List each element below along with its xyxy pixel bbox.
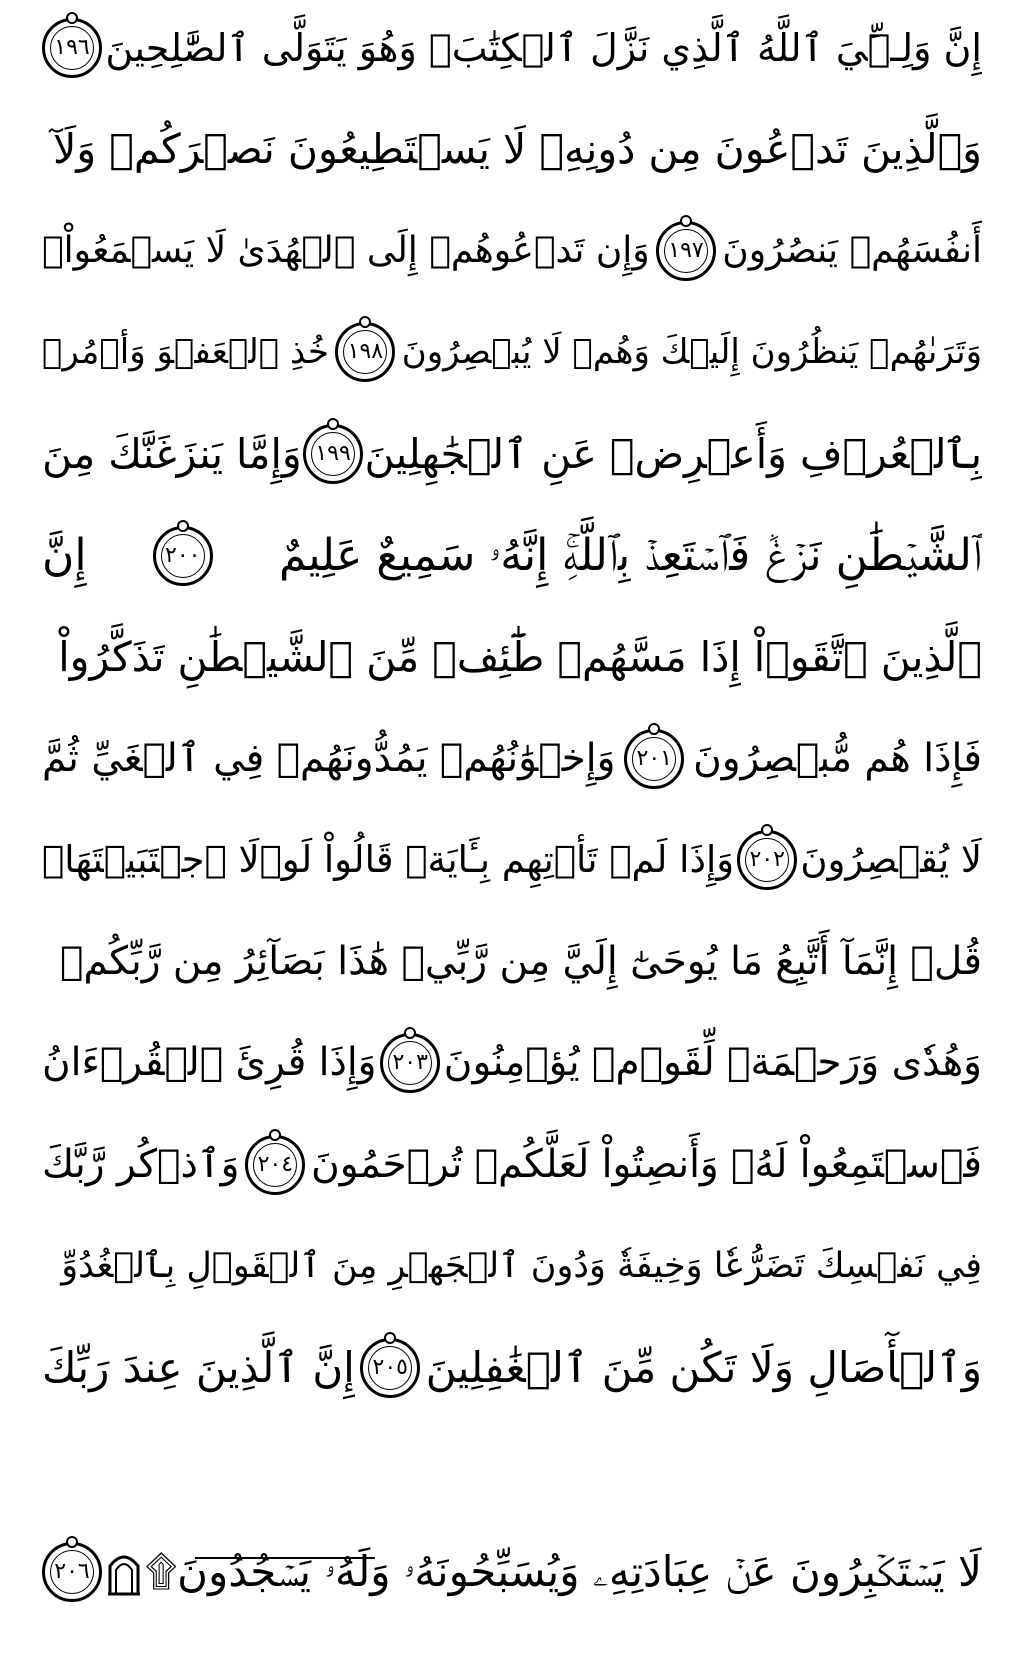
line-text: وَإِخۡوَٰنُهُمۡ يَمُدُّونَهُمۡ فِي ٱلۡغَيِّ ثُمَّ — [42, 736, 616, 781]
ayah-marker-201 — [624, 729, 684, 789]
verse-line-5 — [42, 406, 982, 502]
line-text: أَنفُسَهُمۡ يَنصُرُونَ — [722, 230, 982, 271]
verse-line-1 — [42, 0, 982, 96]
verse-line-9 — [42, 812, 982, 908]
line-text: ٱلشَّيۡطَٰنِ نَزۡغٞ فَٱسۡتَعِذۡ بِٱللَّهِۚ إِنَّهُۥ سَمِيعٌ عَلِيمٌ — [278, 530, 982, 581]
verse-line-3 — [42, 203, 982, 299]
ayah-marker-205 — [360, 1338, 420, 1398]
ayah-marker-199 — [303, 424, 363, 484]
verse-line-10 — [42, 914, 982, 1010]
line-text: بِٱلۡعُرۡفِ وَأَعۡرِضۡ عَنِ ٱلۡجَٰهِلِينَ — [364, 430, 982, 478]
ayah-marker-206 — [42, 1542, 102, 1602]
ayah-number: ٢٠٣ — [392, 1050, 428, 1075]
line-text: لَا يَسۡتَكۡبِرُونَ عَنۡ عِبَادَتِهِۦ وَيُسَبِّحُونَهُۥ وَلَهُۥ يَسۡجُدُونَ۩ — [145, 1547, 982, 1596]
verse-line-15 — [42, 1524, 982, 1620]
ayah-number: ٢٠١ — [636, 746, 672, 771]
ayah-number: ١٩٨ — [347, 339, 384, 364]
line-text: لَا يُقۡصِرُونَ — [800, 838, 982, 881]
ayah-marker-204 — [245, 1135, 305, 1195]
verse-line-14 — [42, 1320, 982, 1416]
ayah-marker-198 — [335, 322, 395, 382]
ayah-marker-203 — [380, 1033, 440, 1093]
line-text: فَإِذَا هُم مُّبۡصِرُونَ — [693, 736, 982, 781]
ayah-number: ٢٠٦ — [54, 1559, 90, 1584]
line-text: خُذِ ٱلۡعَفۡوَ وَأۡمُرۡ — [42, 332, 329, 372]
line-text: فَٱسۡتَمِعُواْ لَهُۥ وَأَنصِتُواْ لَعَلَّكُمۡ تُرۡحَمُونَ — [311, 1142, 982, 1187]
ayah-number: ٢٠٠ — [165, 543, 201, 568]
line-text: ٱلَّذِينَ ٱتَّقَوۡاْ إِذَا مَسَّهُمۡ طَٰٓئِفٞ مِّنَ ٱلشَّيۡطَٰنِ تَذَكَّرُواْ — [58, 633, 982, 681]
line-text: وَتَرَىٰهُمۡ يَنظُرُونَ إِلَيۡكَ وَهُمۡ لَا يُبۡصِرُونَ — [401, 332, 982, 372]
line-text: إِنَّ وَلِـِّۧيَ ٱللَّهُ ٱلَّذِي نَزَّلَ ٱلۡكِتَٰبَۖ وَهُوَ يَتَوَلَّى ٱلصَّٰلِحِينَ — [105, 26, 982, 70]
line-text: إِنَّ — [42, 530, 87, 581]
verse-line-2 — [42, 101, 982, 197]
verse-line-4 — [42, 304, 982, 400]
line-text: وَهُدٗى وَرَحۡمَةٞ لِّقَوۡمٖ يُؤۡمِنُونَ — [443, 1040, 982, 1085]
ayah-number: ٢٠٢ — [749, 847, 785, 872]
line-text: وَإِذَا لَمۡ تَأۡتِهِم بِـَٔايَةٖ قَالُواْ لَوۡلَا ٱجۡتَبَيۡتَهَاۚ — [42, 838, 735, 881]
ayah-number: ٢٠٤ — [257, 1152, 294, 1177]
verse-line-8 — [42, 711, 982, 807]
ayah-marker-202 — [737, 830, 797, 890]
verse-line-11 — [42, 1015, 982, 1111]
line-text: وَإِذَا قُرِئَ ٱلۡقُرۡءَانُ — [42, 1040, 377, 1085]
ayah-marker-197 — [656, 221, 716, 281]
verse-line-6 — [42, 508, 982, 604]
line-text: وَٱلۡأٓصَالِ وَلَا تَكُن مِّنَ ٱلۡغَٰفِلِينَ — [425, 1343, 982, 1392]
verse-line-12 — [42, 1117, 982, 1213]
line-text: فِي نَفۡسِكَ تَضَرُّعٗا وَخِيفَةٗ وَدُونَ ٱلۡجَهۡرِ مِنَ ٱلۡقَوۡلِ بِٱلۡغُدُوِّ — [61, 1246, 982, 1286]
line-text: إِنَّ ٱلَّذِينَ عِندَ رَبِّكَ — [42, 1343, 355, 1392]
ayah-number: ١٩٦ — [54, 35, 90, 60]
line-text: وَٱذۡكُر رَّبَّكَ — [42, 1142, 240, 1187]
ayah-marker-200 — [153, 526, 213, 586]
line-text: قُلۡ إِنَّمَآ أَتَّبِعُ مَا يُوحَىٰٓ إِلَيَّ مِن رَّبِّيۚ هَٰذَا بَصَآئِرُ مِن رَّبِّكُمۡ — [59, 939, 982, 984]
ayah-marker-196 — [42, 18, 102, 78]
verse-line-13 — [42, 1218, 982, 1314]
sajda-mihrab-icon — [106, 1548, 142, 1596]
ayah-number: ٢٠٥ — [372, 1355, 408, 1380]
line-text: وَإِمَّا يَنزَغَنَّكَ مِنَ — [42, 430, 302, 478]
line-text: وَإِن تَدۡعُوهُمۡ إِلَى ٱلۡهُدَىٰ لَا يَسۡمَعُواْۖ — [42, 230, 650, 271]
verse-line-7 — [42, 609, 982, 705]
ayah-number: ١٩٧ — [668, 238, 704, 263]
ayah-number: ١٩٩ — [315, 441, 351, 466]
line-text: وَٱلَّذِينَ تَدۡعُونَ مِن دُونِهِۦ لَا يَسۡتَطِيعُونَ نَصۡرَكُمۡ وَلَآ — [53, 125, 982, 173]
